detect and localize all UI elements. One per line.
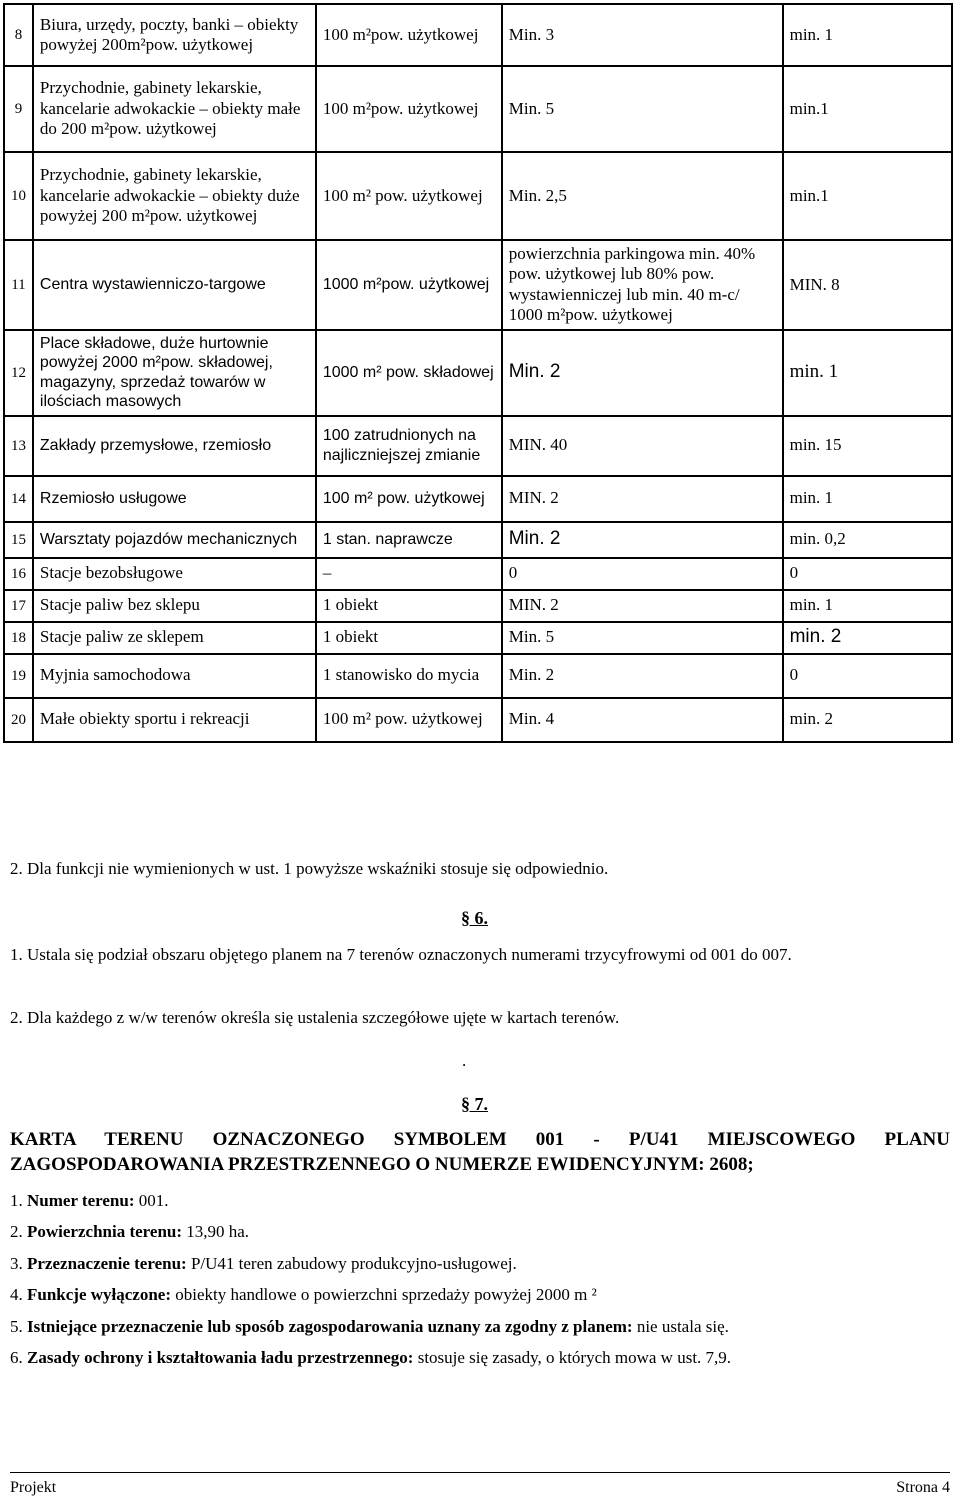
footer-left: Projekt	[10, 1479, 57, 1496]
table-row	[4, 558, 952, 590]
karta-item-label: Powierzchnia terenu:	[27, 1222, 183, 1242]
karta-item-label: Numer terenu:	[27, 1191, 135, 1210]
karta-title: KARTA TERENU OZNACZONEGO SYMBOLEM 001 - P/U41 MIEJSCOWEGO PLANU ZAGOSPODAROWANIA PRZESTRZENNEGO O NUMERZE EWIDENCYJNYM: 2608;	[10, 1129, 950, 1175]
karta-items	[10, 1190, 950, 1379]
table-row	[4, 240, 952, 330]
footer-page-number: Strona 4	[896, 1479, 950, 1496]
row-unit: 1 obiekt	[316, 622, 502, 654]
karta-item-number: 4.	[10, 1285, 23, 1305]
section-6-p1: 1. Ustala się podział obszaru objętego planem na 7 terenów oznaczonych numerami trzycyfrowymi od 001 do 007.	[10, 945, 792, 964]
karta-item-value: 13,90 ha.	[182, 1222, 250, 1242]
row-bike-spaces: min. 1	[783, 476, 952, 522]
row-unit: 1 stan. naprawcze	[316, 522, 502, 558]
table-row	[4, 522, 952, 558]
row-name: Centra wystawienniczo-targowe	[33, 240, 316, 330]
row-car-spaces: Min. 2	[502, 522, 783, 558]
row-number: 10	[4, 152, 33, 240]
table-row	[4, 4, 952, 66]
row-name: Stacje paliw ze sklepem	[33, 622, 316, 654]
table-row	[4, 416, 952, 476]
row-car-spaces: Min. 5	[502, 622, 783, 654]
row-number: 15	[4, 522, 33, 558]
row-number: 18	[4, 622, 33, 654]
karta-item-number: 6.	[10, 1348, 23, 1368]
karta-item-value: stosuje się zasady, o których mowa w ust. 7,9.	[413, 1348, 732, 1368]
row-unit: 100 m²pow. użytkowej	[316, 4, 502, 66]
row-number: 12	[4, 330, 33, 416]
row-bike-spaces: 0	[783, 654, 952, 698]
row-car-spaces: Min. 5	[502, 66, 783, 152]
row-name: Zakłady przemysłowe, rzemiosło	[33, 416, 316, 476]
row-unit: 1 obiekt	[316, 590, 502, 622]
karta-item	[10, 1347, 950, 1370]
row-unit: 100 m² pow. użytkowej	[316, 476, 502, 522]
row-unit: 1 stanowisko do mycia	[316, 654, 502, 698]
table-row	[4, 654, 952, 698]
row-car-spaces: Min. 4	[502, 698, 783, 742]
row-number: 11	[4, 240, 33, 330]
table-row	[4, 330, 952, 416]
row-name: Przychodnie, gabinety lekarskie, kancelarie adwokackie – obiekty małe do 200 m²pow. użytkowej	[33, 66, 316, 152]
table-row	[4, 66, 952, 152]
row-bike-spaces: min. 2	[783, 622, 952, 654]
row-car-spaces: MIN. 2	[502, 476, 783, 522]
row-car-spaces: Min. 2,5	[502, 152, 783, 240]
row-number: 14	[4, 476, 33, 522]
row-unit: 100 m² pow. użytkowej	[316, 152, 502, 240]
row-name: Myjnia samochodowa	[33, 654, 316, 698]
row-unit: 100 m² pow. użytkowej	[316, 698, 502, 742]
karta-item-value: 001.	[134, 1191, 169, 1210]
row-car-spaces: Min. 2	[502, 654, 783, 698]
karta-item-value: nie ustala się.	[632, 1316, 729, 1336]
row-number: 17	[4, 590, 33, 622]
karta-item-number: 2.	[10, 1222, 23, 1242]
table-row	[4, 698, 952, 742]
row-bike-spaces: min. 2	[783, 698, 952, 742]
row-bike-spaces: 0	[783, 558, 952, 590]
row-car-spaces: Min. 2	[502, 330, 783, 416]
row-bike-spaces: min.1	[783, 66, 952, 152]
row-car-spaces: Min. 3	[502, 4, 783, 66]
row-number: 19	[4, 654, 33, 698]
karta-item-label: Funkcje wyłączone:	[27, 1285, 172, 1305]
karta-item	[10, 1316, 950, 1339]
row-car-spaces: 0	[502, 558, 783, 590]
karta-item	[10, 1284, 950, 1307]
row-bike-spaces: min.1	[783, 152, 952, 240]
row-unit: 1000 m² pow. składowej	[316, 330, 502, 416]
row-name: Małe obiekty sportu i rekreacji	[33, 698, 316, 742]
row-name: Biura, urzędy, poczty, banki – obiekty powyżej 200m²pow. użytkowej	[33, 4, 316, 66]
row-name: Warsztaty pojazdów mechanicznych	[33, 522, 316, 558]
table-row	[4, 622, 952, 654]
table-row	[4, 590, 952, 622]
row-unit: 1000 m²pow. użytkowej	[316, 240, 502, 330]
row-bike-spaces: min. 0,2	[783, 522, 952, 558]
karta-item-label: Przeznaczenie terenu:	[27, 1253, 187, 1273]
row-bike-spaces: min. 1	[783, 330, 952, 416]
row-number: 16	[4, 558, 33, 590]
section-6-heading: § 6.	[461, 908, 488, 928]
section-6-dot: .	[462, 1051, 467, 1070]
row-number: 20	[4, 698, 33, 742]
note-2: 2. Dla funkcji nie wymienionych w ust. 1 powyższe wskaźniki stosuje się odpowiednio.	[10, 859, 609, 878]
row-unit: –	[316, 558, 502, 590]
section-6-p2: 2. Dla każdego z w/w terenów określa się ustalenia szczegółowe ujęte w kartach terenów.	[10, 1008, 620, 1027]
parking-table	[3, 3, 953, 743]
row-number: 13	[4, 416, 33, 476]
row-unit: 100 zatrudnionych na najliczniejszej zmianie	[316, 416, 502, 476]
page-footer	[10, 1472, 950, 1497]
section-7-heading: § 7.	[461, 1094, 488, 1114]
karta-item-value: P/U41 teren zabudowy produkcyjno-usługowej.	[186, 1253, 517, 1273]
row-number: 8	[4, 4, 33, 66]
row-name: Stacje bezobsługowe	[33, 558, 316, 590]
row-name: Przychodnie, gabinety lekarskie, kancelarie adwokackie – obiekty duże powyżej 200 m²pow. użytkowej	[33, 152, 316, 240]
row-bike-spaces: min. 1	[783, 590, 952, 622]
row-name: Place składowe, duże hurtownie powyżej 2000 m²pow. składowej, magazyny, sprzedaż towarów w ilościach masowych	[33, 330, 316, 416]
karta-item-number: 1.	[10, 1191, 23, 1210]
table-row	[4, 476, 952, 522]
row-name: Rzemiosło usługowe	[33, 476, 316, 522]
row-bike-spaces: min. 1	[783, 4, 952, 66]
karta-item-number: 5.	[10, 1316, 23, 1336]
row-unit: 100 m²pow. użytkowej	[316, 66, 502, 152]
row-bike-spaces: MIN. 8	[783, 240, 952, 330]
table-row	[4, 152, 952, 240]
row-car-spaces: MIN. 40	[502, 416, 783, 476]
row-name: Stacje paliw bez sklepu	[33, 590, 316, 622]
karta-item-value: obiekty handlowe o powierzchni sprzedaży powyżej 2000 m ²	[171, 1285, 597, 1305]
karta-item	[10, 1221, 950, 1244]
karta-item-label: Zasady ochrony i kształtowania ładu przestrzennego:	[27, 1348, 414, 1368]
row-car-spaces: MIN. 2	[502, 590, 783, 622]
karta-item	[10, 1253, 950, 1276]
row-number: 9	[4, 66, 33, 152]
karta-item-label: Istniejące przeznaczenie lub sposób zagospodarowania uznany za zgodny z planem:	[27, 1316, 633, 1336]
karta-item	[10, 1190, 950, 1213]
karta-item-number: 3.	[10, 1253, 23, 1273]
row-bike-spaces: min. 15	[783, 416, 952, 476]
row-car-spaces: powierzchnia parkingowa min. 40% pow. użytkowej lub 80% pow. wystawienniczej lub min. 40 m-c/ 1000 m²pow. użytkowej	[502, 240, 783, 330]
